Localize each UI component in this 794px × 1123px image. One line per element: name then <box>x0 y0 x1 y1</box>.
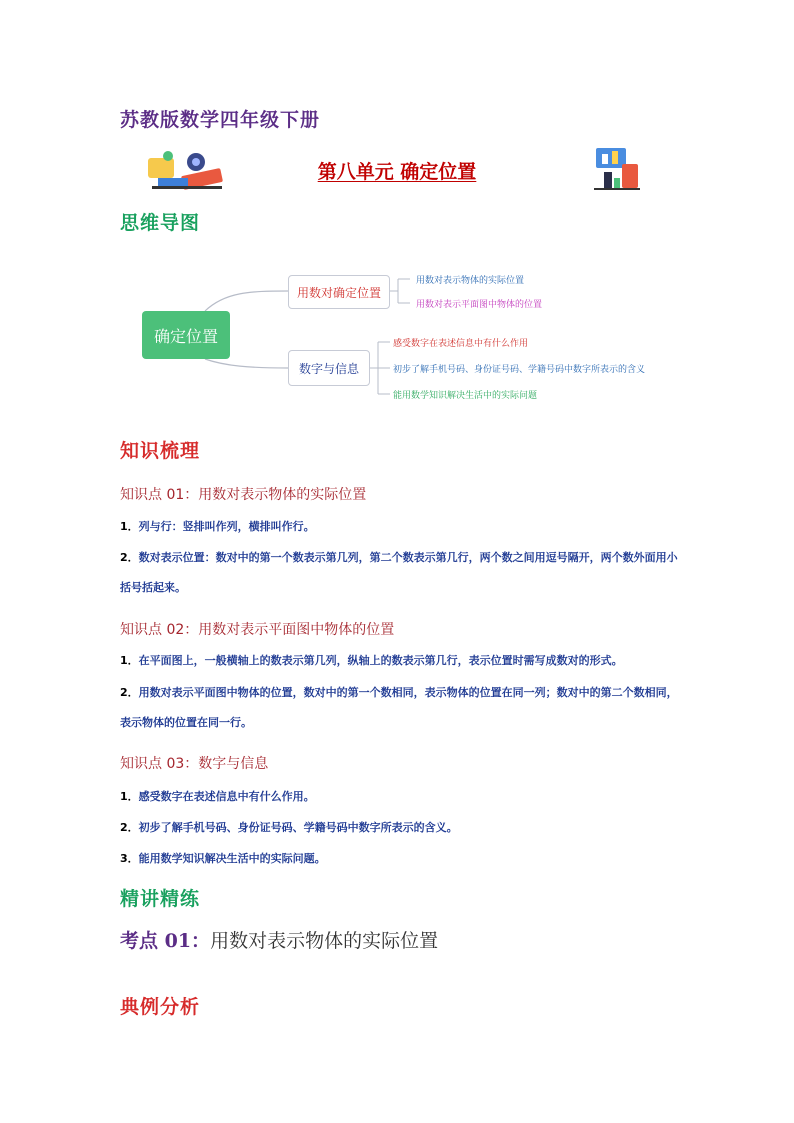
knowledge-item: 2．用数对表示平面图中物体的位置，数对中的第一个数相同，表示物体的位置在同一列；数对中的第二个数相同，表示物体的位置在同一行。 <box>120 686 678 729</box>
mind-map-root: 确定位置 <box>142 311 230 359</box>
knowledge-point-heading: 知识点 02：用数对表示平面图中物体的位置 <box>120 622 395 638</box>
document-title: 苏教版数学四年级下册 <box>120 109 321 131</box>
section-practice: 精讲精练 <box>120 888 201 910</box>
mind-map-leaf: 感受数字在表述信息中有什么作用 <box>393 339 529 349</box>
knowledge-point-heading: 知识点 03：数字与信息 <box>120 756 269 772</box>
exam-point-title: 考点 01：用数对表示物体的实际位置 <box>120 930 439 952</box>
mind-map-leaf: 初步了解手机号码、身份证号码、学籍号码中数字所表示的含义 <box>393 365 646 375</box>
mind-map-branch-1: 用数对确定位置 <box>288 275 390 309</box>
knowledge-item: 1．列与行：竖排叫作列，横排叫作行。 <box>120 520 315 533</box>
mind-map-leaf: 能用数学知识解决生活中的实际问题 <box>393 391 538 401</box>
knowledge-item: 2．数对表示位置：数对中的第一个数表示第几列，第二个数表示第几行，两个数之间用逗号隔开，两个数外面用小括号括起来。 <box>120 551 678 594</box>
knowledge-item: 3．能用数学知识解决生活中的实际问题。 <box>120 852 326 865</box>
section-knowledge: 知识梳理 <box>120 440 201 462</box>
mind-map-leaf: 用数对表示平面图中物体的位置 <box>416 300 543 310</box>
unit-title: 第八单元 确定位置 <box>317 161 477 183</box>
knowledge-point-heading: 知识点 01：用数对表示物体的实际位置 <box>120 487 367 503</box>
knowledge-item: 2．初步了解手机号码、身份证号码、学籍号码中数字所表示的含义。 <box>120 821 458 834</box>
mind-map-connectors <box>0 0 794 420</box>
mind-map-leaf: 用数对表示物体的实际位置 <box>416 276 525 286</box>
knowledge-item: 1．在平面图上，一般横轴上的数表示第几列，纵轴上的数表示第几行，表示位置时需写成数对的形式。 <box>120 654 623 667</box>
section-mind-map: 思维导图 <box>120 212 201 234</box>
section-example: 典例分析 <box>120 996 201 1018</box>
mind-map-branch-2: 数字与信息 <box>288 350 370 386</box>
knowledge-item: 1．感受数字在表述信息中有什么作用。 <box>120 790 315 803</box>
